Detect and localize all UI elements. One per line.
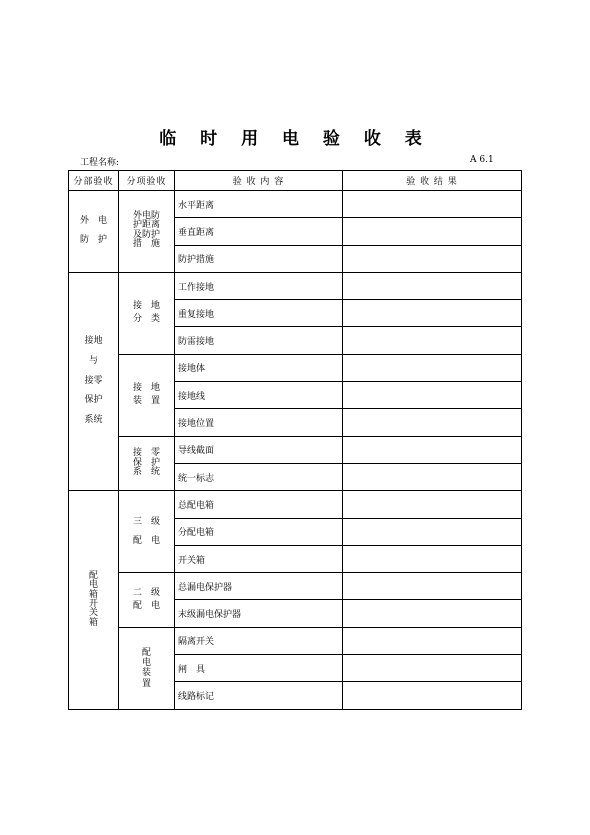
result-cell[interactable] bbox=[343, 272, 522, 299]
result-cell[interactable] bbox=[343, 545, 522, 572]
result-cell[interactable] bbox=[343, 573, 522, 600]
content-item: 防护措施 bbox=[175, 245, 343, 272]
content-item: 闸 具 bbox=[175, 655, 343, 682]
content-item: 垂直距离 bbox=[175, 218, 343, 245]
table-row bbox=[69, 354, 522, 381]
result-cell[interactable] bbox=[343, 327, 522, 354]
table-header-row bbox=[69, 171, 522, 191]
content-item: 水平距离 bbox=[175, 191, 343, 218]
subitem-grounding-device: 接 地 装 置 bbox=[119, 354, 175, 436]
result-cell[interactable] bbox=[343, 463, 522, 490]
content-item: 总漏电保护器 bbox=[175, 573, 343, 600]
content-item: 分配电箱 bbox=[175, 518, 343, 545]
result-cell[interactable] bbox=[343, 682, 522, 709]
content-item: 重复接地 bbox=[175, 300, 343, 327]
result-cell[interactable] bbox=[343, 218, 522, 245]
division-distribution-box: 配 电 箱 开 关 箱 bbox=[69, 491, 119, 709]
content-item: 末级漏电保护器 bbox=[175, 600, 343, 627]
content-item: 防雷接地 bbox=[175, 327, 343, 354]
form-title: 临 时 用 电 验 收 表 bbox=[159, 129, 431, 149]
table-row bbox=[69, 491, 522, 518]
content-item: 接地体 bbox=[175, 354, 343, 381]
subitem-neutral-protection: 接 零 保 护 系 统 bbox=[119, 436, 175, 491]
result-cell[interactable] bbox=[343, 191, 522, 218]
result-cell[interactable] bbox=[343, 491, 522, 518]
header-subitem: 分项验收 bbox=[119, 171, 175, 191]
result-cell[interactable] bbox=[343, 409, 522, 436]
content-item: 统一标志 bbox=[175, 463, 343, 490]
header-result: 验 收 结 果 bbox=[343, 171, 522, 191]
division-grounding-system: 接地 与 接零 保护 系统 bbox=[69, 272, 119, 490]
project-name-label: 工程名称: bbox=[80, 158, 120, 168]
subitem-three-level-distribution: 三 级 配 电 bbox=[119, 491, 175, 573]
content-item: 开关箱 bbox=[175, 545, 343, 572]
division-external-power: 外 电 防 护 bbox=[69, 191, 119, 273]
result-cell[interactable] bbox=[343, 300, 522, 327]
table-row bbox=[69, 191, 522, 218]
subitem-distribution-device: 配 电 装 置 bbox=[119, 627, 175, 709]
acceptance-table bbox=[68, 170, 522, 710]
header-content: 验 收 内 容 bbox=[175, 171, 343, 191]
result-cell[interactable] bbox=[343, 600, 522, 627]
result-cell[interactable] bbox=[343, 354, 522, 381]
result-cell[interactable] bbox=[343, 627, 522, 654]
content-item: 接地位置 bbox=[175, 409, 343, 436]
content-item: 线路标记 bbox=[175, 682, 343, 709]
content-item: 接地线 bbox=[175, 382, 343, 409]
header-division: 分部验收 bbox=[69, 171, 119, 191]
form-code: A 6.1 bbox=[470, 155, 494, 165]
content-item: 隔离开关 bbox=[175, 627, 343, 654]
table-row bbox=[69, 436, 522, 463]
table-row bbox=[69, 627, 522, 654]
result-cell[interactable] bbox=[343, 382, 522, 409]
result-cell[interactable] bbox=[343, 436, 522, 463]
content-item: 导线截面 bbox=[175, 436, 343, 463]
subitem-grounding-type: 接 地 分 类 bbox=[119, 272, 175, 354]
result-cell[interactable] bbox=[343, 518, 522, 545]
subitem-external-protection: 外电防 护距离 及防护 措 施 bbox=[119, 191, 175, 273]
result-cell[interactable] bbox=[343, 245, 522, 272]
subitem-two-level-protection: 二 级 配 电 bbox=[119, 573, 175, 628]
content-item: 总配电箱 bbox=[175, 491, 343, 518]
content-item: 工作接地 bbox=[175, 272, 343, 299]
table-row bbox=[69, 573, 522, 600]
table-row bbox=[69, 272, 522, 299]
result-cell[interactable] bbox=[343, 655, 522, 682]
